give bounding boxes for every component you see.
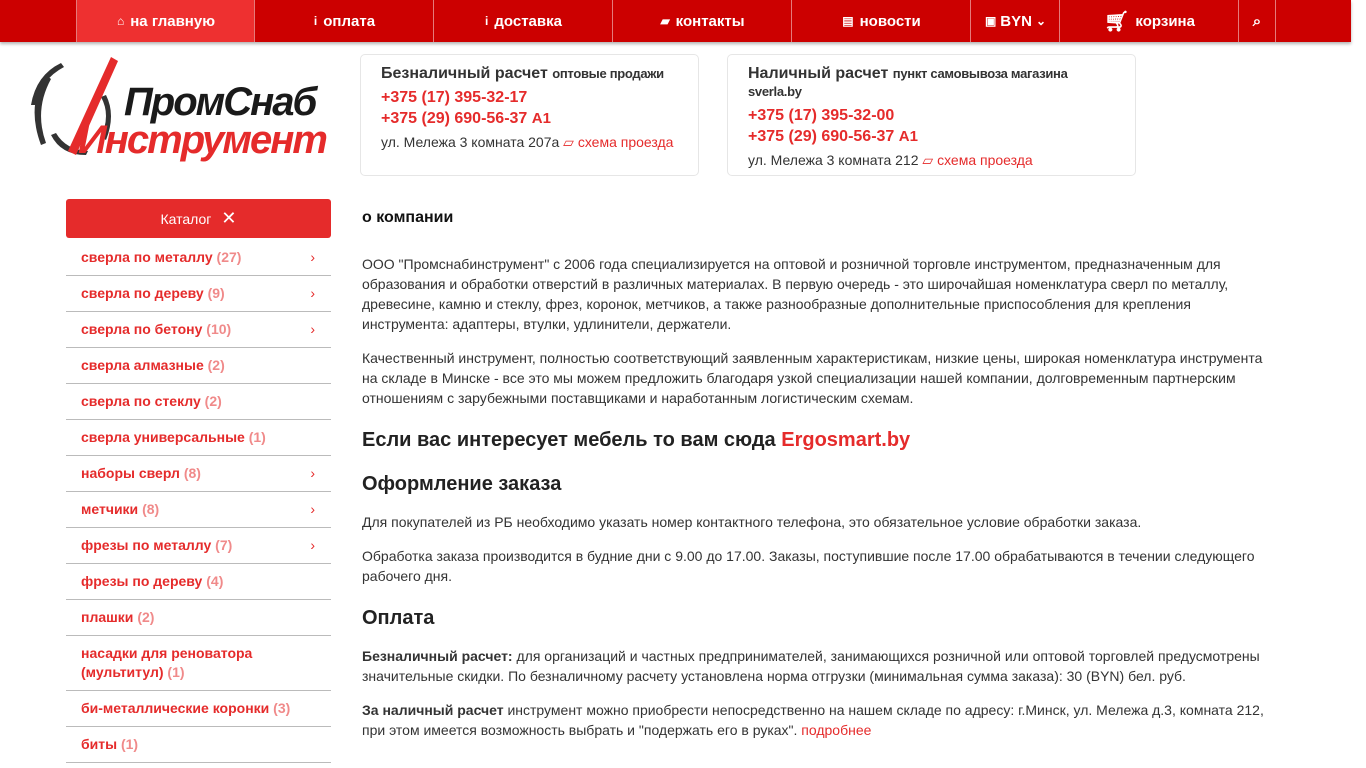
furniture-heading [362, 428, 1267, 452]
catalog-item-name: сверла универсальные [81, 429, 245, 445]
catalog-item-count: (27) [216, 249, 242, 265]
info-icon: i [485, 14, 489, 28]
catalog-item-count: (2) [137, 609, 155, 625]
catalog-item[interactable] [66, 348, 331, 384]
contact-card-cashless [360, 54, 699, 176]
a1-operator-icon: A1 [531, 110, 551, 127]
catalog-item[interactable] [66, 492, 331, 528]
page-title: о компании [362, 209, 454, 226]
chevron-right-icon[interactable]: › [310, 537, 315, 553]
catalog-item-name: фрезы по металлу [81, 537, 212, 553]
card-subtitle: пункт самовывоза магазина sverla.by [748, 66, 1068, 99]
catalog-item-name: сверла по дереву [81, 285, 204, 301]
catalog-item-name: биты [81, 736, 118, 752]
phone-link[interactable]: +375 (17) 395-32-17 [381, 89, 528, 106]
catalog-item-name: би-металлические коронки [81, 700, 270, 716]
order-paragraph: Обработка заказа производится в будние дни с 9.00 до 17.00. Заказы, поступившие после 17.00 обрабатываются в течении следующего рабочего дня. [362, 548, 1255, 584]
nav-payment-label: оплата [323, 12, 376, 30]
nav-home[interactable] [76, 0, 255, 42]
currency-select[interactable] [970, 0, 1060, 42]
catalog-label: Каталог [160, 210, 212, 227]
catalog-item-name: сверла по бетону [81, 321, 203, 337]
catalog-item[interactable] [66, 240, 331, 276]
nav-contacts-label: контакты [675, 12, 745, 30]
logo[interactable] [16, 55, 332, 163]
phone-link[interactable]: +375 (29) 690-56-37 [381, 110, 528, 127]
about-paragraph: Качественный инструмент, полностью соответствующий заявленным характеристикам, низкие цены, широкая номенклатура инструмента на складе в Минске - все это мы можем предложить благодаря узкой специализации нашей компании, долговременным партнерским отношениям с зарубежными поставщиками и наработанным логистическим схемам. [362, 350, 1263, 406]
catalog-item-name: метчики [81, 501, 139, 517]
catalog-item-name: фрезы по дереву [81, 573, 203, 589]
map-link[interactable] [922, 152, 1032, 168]
catalog-item-count: (1) [167, 664, 185, 680]
home-icon: ⌂ [117, 14, 125, 28]
contact-card-cash [727, 54, 1136, 176]
nav-payment[interactable] [254, 0, 434, 42]
catalog-item-count: (9) [207, 285, 225, 301]
nav-cart[interactable] [1059, 0, 1239, 42]
payment-heading: Оплата [362, 607, 435, 629]
newspaper-icon: ▤ [842, 14, 854, 28]
card-subtitle: оптовые продажи [552, 66, 664, 81]
furniture-text: Если вас интересует мебель то вам сюда [362, 429, 782, 451]
map-icon: ▱ [922, 152, 934, 168]
payment-paragraph [362, 646, 1267, 686]
card-title: Безналичный расчет [381, 65, 548, 82]
catalog-toggle[interactable] [66, 199, 331, 238]
payment-paragraph [362, 700, 1267, 740]
nav-news-label: новости [859, 12, 921, 30]
search-button[interactable] [1238, 0, 1276, 42]
catalog-item-name: сверла по стеклу [81, 393, 201, 409]
catalog-item[interactable] [66, 564, 331, 600]
catalog-item-count: (1) [248, 429, 266, 445]
map-link-label: схема проезда [577, 134, 674, 150]
chevron-right-icon[interactable]: › [310, 321, 315, 337]
catalog-item-count: (1) [120, 736, 139, 752]
top-nav [0, 0, 1351, 42]
chevron-right-icon[interactable]: › [310, 465, 315, 481]
catalog-item[interactable] [66, 636, 331, 691]
ergosmart-link[interactable]: Ergosmart.by [781, 429, 911, 451]
payment-text: инструмент можно приобрести непосредственно на нашем складе по адресу: г.Минск, ул. Мележа д.3, комната 212, при этом имеется возможность выбрать и "подержать его в руках". [362, 702, 1264, 738]
catalog-item-count: (2) [207, 357, 225, 373]
catalog-item-name: сверла алмазные [81, 357, 204, 373]
catalog-item-count: (3) [273, 700, 291, 716]
catalog-item-count: (10) [206, 321, 232, 337]
svg-text:ПромСнаб: ПромСнаб [124, 80, 316, 124]
address: ул. Мележа 3 комната 207а [381, 134, 560, 150]
phone-link[interactable]: +375 (17) 395-32-00 [748, 107, 895, 124]
order-paragraph: Для покупателей из РБ необходимо указать номер контактного телефона, это обязательное условие обработки заказа. [362, 514, 1142, 530]
currency-value: BYN [1000, 12, 1032, 30]
nav-delivery-label: доставка [494, 12, 562, 30]
chevron-right-icon[interactable]: › [310, 285, 315, 301]
payment-label: За наличный расчет [362, 702, 504, 718]
svg-text:Инструмент: Инструмент [78, 118, 326, 162]
nav-contacts[interactable] [612, 0, 792, 42]
chevron-right-icon[interactable]: › [310, 249, 315, 265]
map-icon: ▱ [563, 134, 574, 150]
catalog-item[interactable] [66, 456, 331, 492]
nav-cart-label: корзина [1135, 12, 1195, 30]
catalog-item[interactable] [66, 420, 331, 456]
phone-link[interactable]: +375 (29) 690-56-37 [748, 128, 895, 145]
catalog-list [66, 240, 331, 763]
catalog-item[interactable] [66, 691, 331, 727]
payment-text: для организаций и частных предпринимателей, занимающихся розничной или оптовой торговлей предусмотрены значительные скидки. По безналичному расчету установлена норма отгрузки (минимальная сумма заказа): 30 (BYN) бел. руб. [362, 648, 1260, 684]
main-content [362, 208, 1267, 754]
wallet-icon: ▣ [984, 14, 997, 28]
a1-operator-icon: A1 [898, 128, 918, 145]
catalog-item[interactable] [66, 384, 331, 420]
search-icon: ⌕ [1252, 12, 1262, 30]
catalog-item[interactable] [66, 276, 331, 312]
map-link-label: схема проезда [937, 152, 1033, 168]
catalog-item[interactable] [66, 600, 331, 636]
order-heading: Оформление заказа [362, 473, 562, 495]
catalog-item-count: (8) [183, 465, 201, 481]
cart-icon: 🛒︎ [1104, 10, 1130, 33]
chevron-down-icon: ⌄ [1035, 14, 1047, 28]
nav-home-label: на главную [130, 12, 215, 30]
catalog-item[interactable] [66, 312, 331, 348]
catalog-item[interactable] [66, 528, 331, 564]
map-link[interactable] [563, 134, 673, 150]
catalog-item-count: (8) [142, 501, 160, 517]
nav-delivery[interactable] [433, 0, 613, 42]
catalog-item-count: (4) [206, 573, 224, 589]
more-link[interactable]: подробнее [801, 722, 872, 738]
about-paragraph: ООО "Промснабинструмент" с 2006 года специализируется на оптовой и розничной торговле инструментом, предназначенным для образования и обработки отверстий в различных материалах. В первую очередь - это широчайшая номенклатура сверл по металлу, древесине, камню и стеклу, фрез, коронок, метчиков, а также разнообразные дополнительные приспособления для крепления инструмента: адаптеры, втулки, удлинители, держатели. [362, 256, 1229, 332]
address: ул. Мележа 3 комната 212 [748, 152, 919, 168]
catalog-item-name: наборы сверл [81, 465, 180, 481]
catalog-item[interactable] [66, 727, 331, 763]
catalog-item-name: плашки [81, 609, 134, 625]
nav-news[interactable] [791, 0, 971, 42]
card-title: Наличный расчет [748, 65, 889, 82]
catalog-item-count: (7) [215, 537, 233, 553]
info-icon: i [313, 14, 318, 28]
catalog-item-count: (2) [204, 393, 222, 409]
catalog-item-name: сверла по металлу [81, 249, 213, 265]
chevron-right-icon[interactable]: › [310, 501, 315, 517]
book-icon: ▰ [660, 14, 670, 28]
close-icon: ✕ [221, 208, 237, 228]
catalog-item-name: насадки для реноватора (мультитул) [81, 645, 253, 680]
payment-label: Безналичный расчет: [362, 648, 513, 664]
